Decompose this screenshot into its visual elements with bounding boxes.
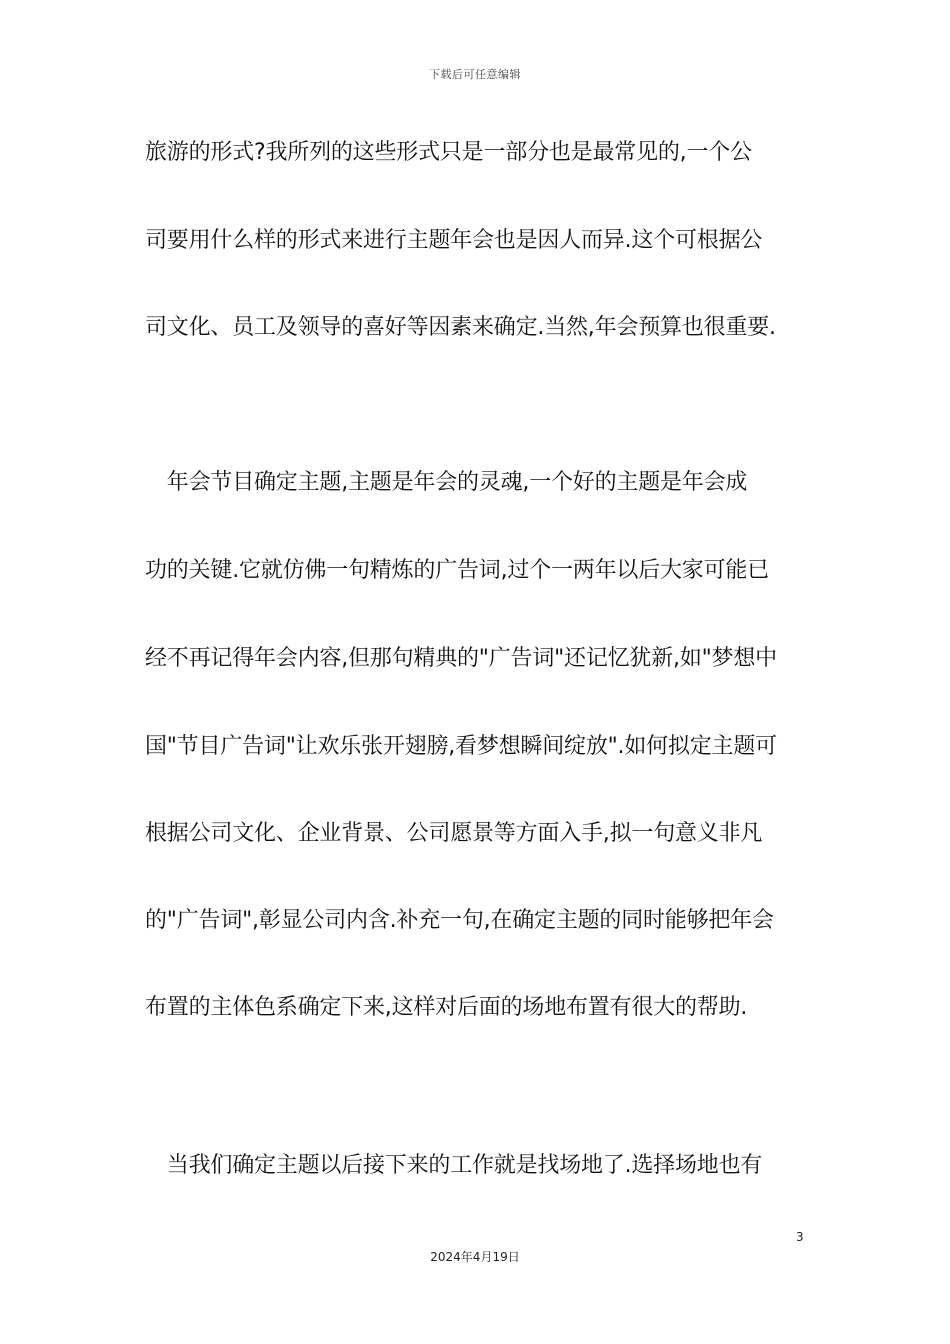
page-header: 下载后可任意编辑 xyxy=(429,68,521,81)
text-line: 国"节目广告词"让欢乐张开翅膀,看梦想瞬间绽放".如何拟定主题可 xyxy=(145,734,777,759)
text-line: 经不再记得年会内容,但那句精典的"广告词"还记忆犹新,如"梦想中 xyxy=(145,646,777,671)
text-line: 的"广告词",彰显公司内含.补充一句,在确定主题的同时能够把年会 xyxy=(145,908,774,933)
text-line: 旅游的形式?我所列的这些形式只是一部分也是最常见的,一个公 xyxy=(145,140,752,165)
footer-date: 2024年4月19日 xyxy=(430,1250,520,1264)
text-line: 司要用什么样的形式来进行主题年会也是因人而异.这个可根据公 xyxy=(145,228,763,253)
page-number: 3 xyxy=(796,1230,804,1244)
text-line: 根据公司文化、企业背景、公司愿景等方面入手,拟一句意义非凡 xyxy=(145,821,763,846)
text-line: 当我们确定主题以后接下来的工作就是找场地了.选择场地也有 xyxy=(145,1153,763,1178)
text-line: 年会节目确定主题,主题是年会的灵魂,一个好的主题是年会成 xyxy=(145,470,748,495)
text-line: 功的关键.它就仿佛一句精炼的广告词,过个一两年以后大家可能已 xyxy=(145,558,769,583)
text-line: 司文化、员工及领导的喜好等因素来确定.当然,年会预算也很重要. xyxy=(145,315,776,340)
text-line: 布置的主体色系确定下来,这样对后面的场地布置有很大的帮助. xyxy=(145,995,748,1020)
